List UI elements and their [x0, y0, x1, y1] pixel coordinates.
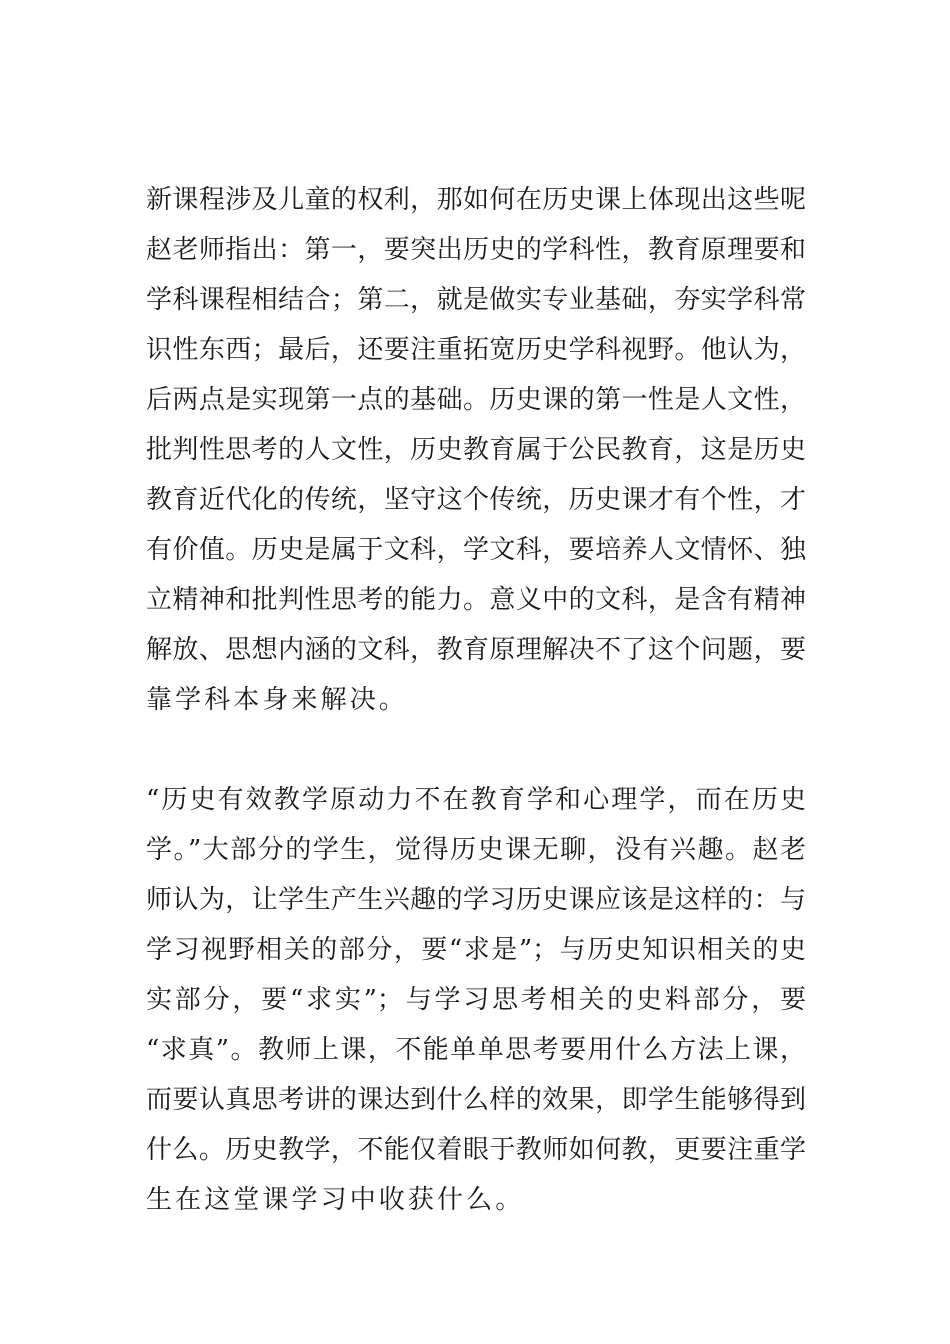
paragraph-line: 而要认真思考讲的课达到什么样的效果，即学生能够得到 [146, 1085, 806, 1115]
paragraph-line: “历史有效教学原动力不在教育学和心理学，而在历史 [146, 785, 806, 815]
paragraph-line: “求真”。教师上课，不能单单思考要用什么方法上课， [146, 1035, 806, 1065]
paragraph-line: 解放、思想内涵的文科，教育原理解决不了这个问题，要 [146, 635, 806, 665]
paragraph-line: 新课程涉及儿童的权利，那如何在历史课上体现出这些呢 [146, 185, 806, 215]
paragraph-line: 有价值。历史是属于文科，学文科，要培养人文情怀、独 [146, 535, 806, 565]
paragraph-line: 生在这堂课学习中收获什么。 [146, 1185, 525, 1215]
paragraph-line: 什么。历史教学，不能仅着眼于教师如何教，更要注重学 [146, 1135, 806, 1165]
document-page [146, 0, 806, 1344]
paragraph-line: 靠学科本身来解决。 [146, 685, 408, 715]
paragraph-line: 实部分，要“求实”；与学习思考相关的史料部分，要 [146, 985, 806, 1015]
paragraph-line: 赵老师指出：第一，要突出历史的学科性，教育原理要和 [146, 235, 806, 265]
paragraph-line: 师认为，让学生产生兴趣的学习历史课应该是这样的：与 [146, 885, 806, 915]
paragraph-line: 批判性思考的人文性，历史教育属于公民教育，这是历史 [146, 435, 806, 465]
paragraph-line: 后两点是实现第一点的基础。历史课的第一性是人文性， [146, 385, 806, 415]
paragraph-line: 学科课程相结合；第二，就是做实专业基础，夯实学科常 [146, 285, 806, 315]
paragraph-line: 教育近代化的传统，坚守这个传统，历史课才有个性，才 [146, 485, 806, 515]
paragraph-line: 学。”大部分的学生，觉得历史课无聊，没有兴趣。赵老 [146, 835, 806, 865]
paragraph-line: 立精神和批判性思考的能力。意义中的文科，是含有精神 [146, 585, 806, 615]
paragraph-line: 识性东西；最后，还要注重拓宽历史学科视野。他认为， [146, 335, 806, 365]
paragraph-line: 学习视野相关的部分，要“求是”；与历史知识相关的史 [146, 935, 806, 965]
